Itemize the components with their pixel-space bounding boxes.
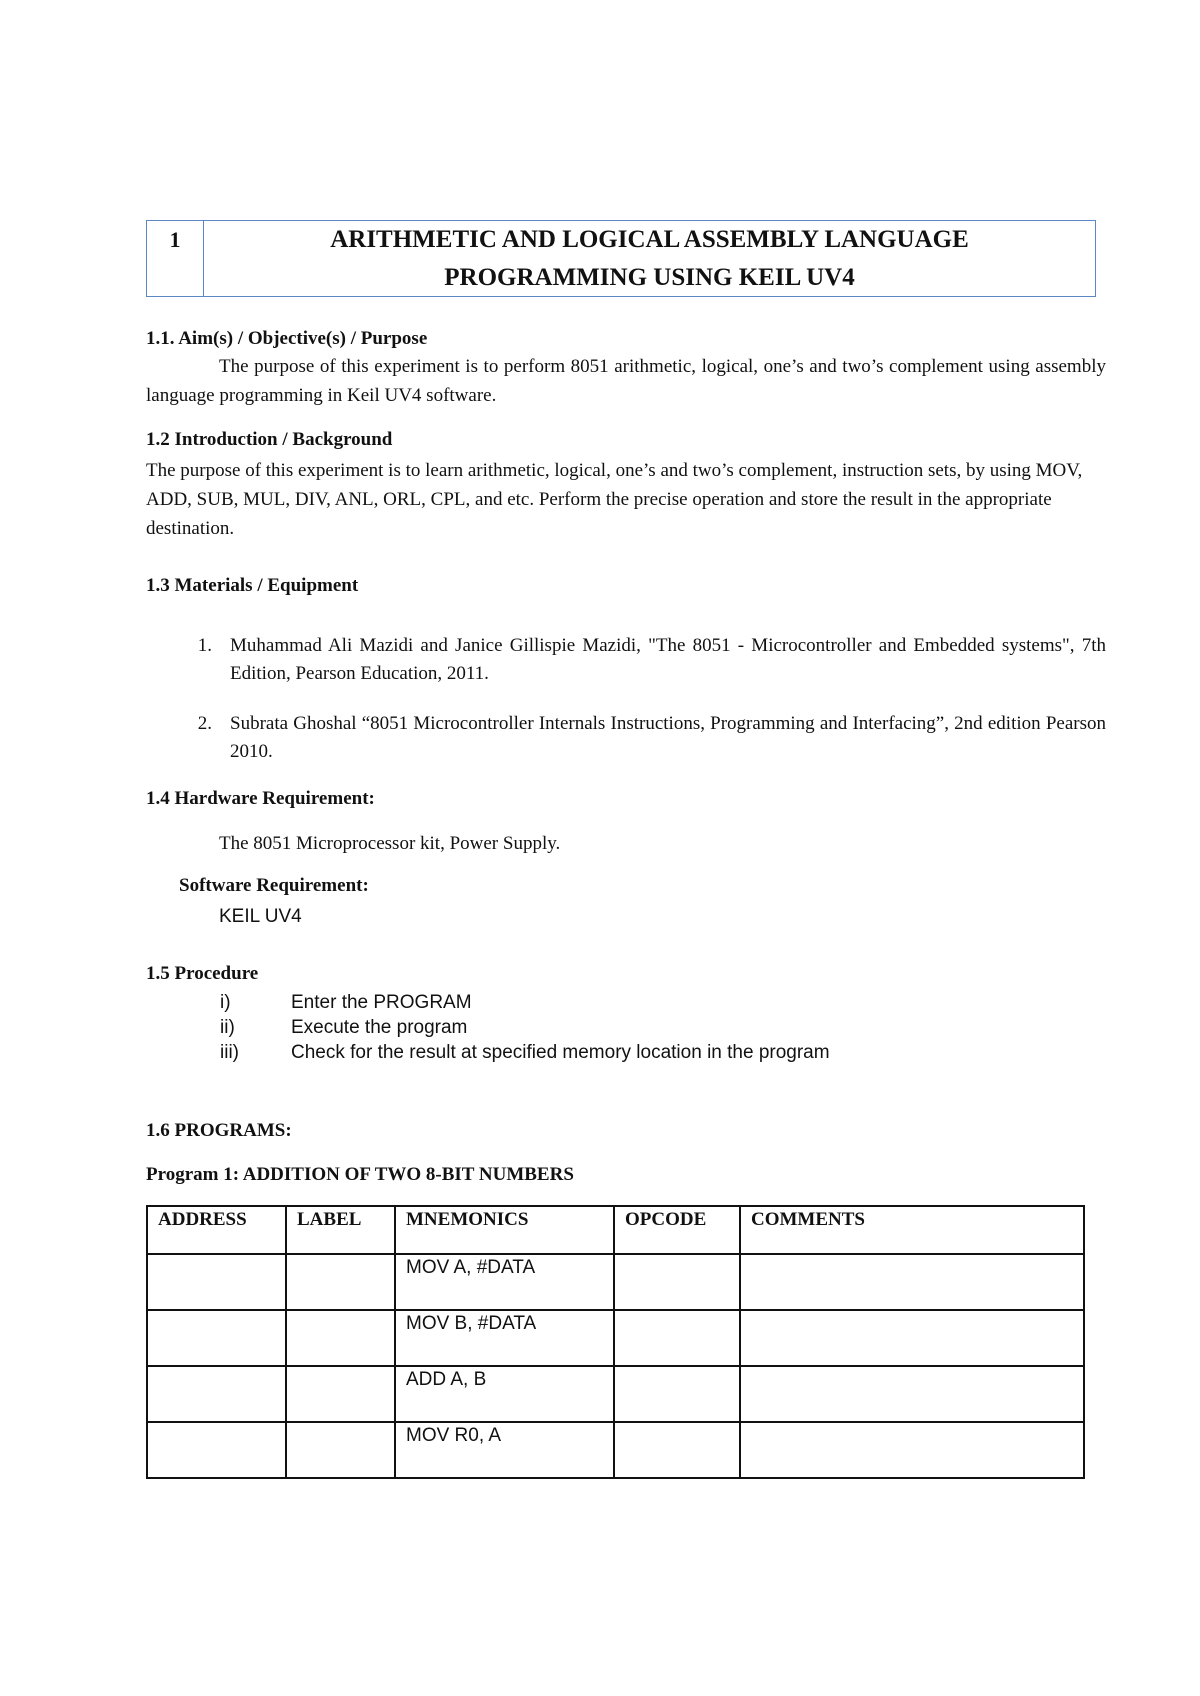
column-header: OPCODE — [614, 1206, 740, 1254]
table-cell — [740, 1366, 1084, 1422]
table-cell — [286, 1366, 395, 1422]
table-cell — [147, 1422, 286, 1478]
procedure-step-text: Check for the result at specified memory location in the program — [291, 1042, 830, 1063]
chapter-title-line1: ARITHMETIC AND LOGICAL ASSEMBLY LANGUAGE — [330, 226, 969, 253]
chapter-number: 1 — [147, 221, 204, 296]
table-cell: MOV B, #DATA — [395, 1310, 614, 1366]
column-header: MNEMONICS — [395, 1206, 614, 1254]
reference-number: 1. — [197, 635, 212, 656]
table-cell — [286, 1254, 395, 1310]
table-cell: MOV R0, A — [395, 1422, 614, 1478]
procedure-step-number: iii) — [220, 1042, 239, 1063]
procedure-step — [220, 1015, 830, 1040]
chapter-title-line2: PROGRAMMING USING KEIL UV4 — [444, 264, 855, 291]
procedure-step-number: ii) — [220, 1017, 235, 1038]
reference-text: Muhammad Ali Mazidi and Janice Gillispie Mazidi, "The 8051 - Microcontroller and Embedded systems", 7th Edition, Pearson Education, 2011. — [230, 635, 1106, 684]
procedure-step — [220, 990, 830, 1015]
procedure-list — [220, 990, 830, 1065]
table-cell — [147, 1366, 286, 1422]
table-cell: ADD A, B — [395, 1366, 614, 1422]
column-header: LABEL — [286, 1206, 395, 1254]
table-cell — [614, 1366, 740, 1422]
table-cell: MOV A, #DATA — [395, 1254, 614, 1310]
chapter-title — [204, 221, 1095, 296]
reference-item — [146, 710, 1106, 766]
reference-list — [146, 632, 1106, 788]
program-table — [146, 1205, 1085, 1479]
reference-text: Subrata Ghoshal “8051 Microcontroller Internals Instructions, Programming and Interfacing”, 2nd edition Pearson 2010. — [230, 713, 1106, 762]
procedure-step-number: i) — [220, 992, 231, 1013]
intro-text: The purpose of this experiment is to learn arithmetic, logical, one’s and two’s complement, instruction sets, by using MOV, ADD, SUB, MUL, DIV, ANL, ORL, CPL, and etc. Perform the precise operation and store the result in the appropriate destination. — [146, 460, 1083, 539]
chapter-title-box — [146, 220, 1096, 297]
aim-text: The purpose of this experiment is to perform 8051 arithmetic, logical, one’s and two’s complement using assembly language programming in Keil UV4 software. — [146, 356, 1106, 406]
hardware-text: The 8051 Microprocessor kit, Power Supply. — [219, 833, 561, 854]
procedure-step-text: Execute the program — [291, 1017, 468, 1038]
hardware-heading: 1.4 Hardware Requirement: — [146, 788, 375, 809]
procedure-step-text: Enter the PROGRAM — [291, 992, 472, 1013]
table-cell — [740, 1310, 1084, 1366]
table-cell — [614, 1422, 740, 1478]
table-row — [147, 1422, 1084, 1478]
column-header: COMMENTS — [740, 1206, 1084, 1254]
table-cell — [147, 1254, 286, 1310]
intro-heading: 1.2 Introduction / Background — [146, 429, 393, 450]
reference-item — [146, 632, 1106, 688]
table-row — [147, 1366, 1084, 1422]
table-cell — [740, 1254, 1084, 1310]
table-row — [147, 1310, 1084, 1366]
table-cell — [286, 1422, 395, 1478]
programs-heading: 1.6 PROGRAMS: — [146, 1120, 292, 1141]
software-heading: Software Requirement: — [179, 875, 369, 896]
table-cell — [147, 1310, 286, 1366]
aim-heading: 1.1. Aim(s) / Objective(s) / Purpose — [146, 328, 428, 349]
table-row — [147, 1254, 1084, 1310]
reference-number: 2. — [197, 713, 212, 734]
table-cell — [614, 1254, 740, 1310]
program1-title: Program 1: ADDITION OF TWO 8-BIT NUMBERS — [146, 1164, 574, 1185]
table-cell — [740, 1422, 1084, 1478]
procedure-step — [220, 1040, 830, 1065]
materials-heading: 1.3 Materials / Equipment — [146, 575, 359, 596]
table-cell — [286, 1310, 395, 1366]
table-header-row — [147, 1206, 1084, 1254]
procedure-heading: 1.5 Procedure — [146, 963, 259, 984]
table-cell — [614, 1310, 740, 1366]
software-text: KEIL UV4 — [219, 906, 302, 927]
column-header: ADDRESS — [147, 1206, 286, 1254]
